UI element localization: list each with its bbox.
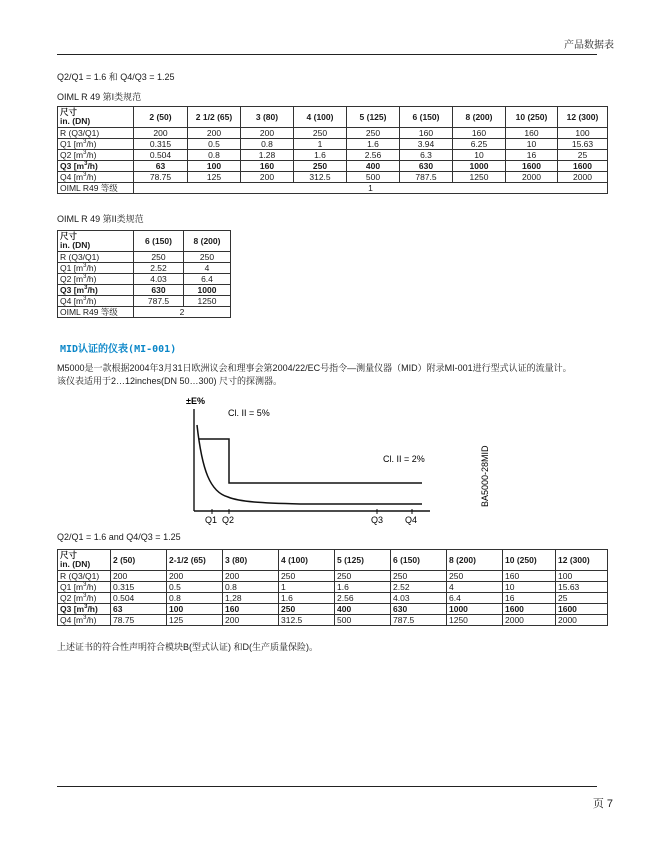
table-header-row <box>58 550 608 571</box>
class1-title: OIML R 49 第I类规范 <box>57 92 142 102</box>
column-header: 10 (250) <box>506 107 558 128</box>
row-label: Q4 $[m^3/h)$ <box>58 296 134 307</box>
row-label: Q4 $[m^3/h)$ <box>58 172 134 183</box>
table-cell: 250 <box>347 128 400 139</box>
row-label: Q2 $[m^3/h)$ <box>58 274 134 285</box>
x-label-q2: Q2 <box>222 515 235 525</box>
ratio-line-1: Q2/Q1 = 1.6 和 Q4/Q3 = 1.25 <box>57 72 175 82</box>
table-cell: 250 <box>294 161 347 172</box>
table-cell: 25 <box>558 150 608 161</box>
table-cell: 10 <box>453 150 506 161</box>
table-cell: 1600 <box>506 161 558 172</box>
column-header: 2-1/2 (65) <box>167 550 223 571</box>
flow-limit-label: Cl. II = 2% <box>383 454 425 464</box>
ratio-line-2: Q2/Q1 = 1.6 and Q4/Q3 = 1.25 <box>57 532 181 542</box>
column-header: 5 (125) <box>347 107 400 128</box>
table-cell: 1.28 <box>241 150 294 161</box>
table-cell: 1.6 <box>279 593 335 604</box>
table-cell: 312.5 <box>294 172 347 183</box>
table-cell: 400 <box>335 604 391 615</box>
table-cell: 10 <box>506 139 558 150</box>
table-cell: 200 <box>188 128 241 139</box>
table-cell: 250 <box>447 571 503 582</box>
table-cell: 100 <box>188 161 241 172</box>
table-cell: 1250 <box>453 172 506 183</box>
table-cell: 200 <box>241 128 294 139</box>
table-cell: 0.8 <box>223 582 279 593</box>
row-label: R (Q3/Q1) <box>58 252 134 263</box>
table-cell: 1000 <box>453 161 506 172</box>
column-header: 6 (150) <box>391 550 447 571</box>
table-cell: 2000 <box>506 172 558 183</box>
table-cell: 100 <box>167 604 223 615</box>
table-cell: 6.3 <box>400 150 453 161</box>
error-curve <box>197 425 422 504</box>
document-header-title: 产品数据表 <box>564 40 614 51</box>
table-cell: 0.8 <box>188 150 241 161</box>
table-cell: 160 <box>503 571 556 582</box>
row-label: Q1 $[m^3/h)$ <box>58 582 111 593</box>
table-cell: 500 <box>335 615 391 626</box>
table-cell: 2000 <box>556 615 608 626</box>
table-cell: 15.63 <box>558 139 608 150</box>
figure-id: BA5000-28MID <box>480 445 490 507</box>
size-header: 尺寸 in. (DN) <box>58 107 134 128</box>
table-cell: 100 <box>558 128 608 139</box>
row-label: Q4 $[m^3/h)$ <box>58 615 111 626</box>
oiml-class-value: 2 <box>134 307 231 318</box>
table-cell: 2.56 <box>335 593 391 604</box>
table-cell: 2000 <box>558 172 608 183</box>
size-header: 尺寸 in. (DN) <box>58 550 111 571</box>
column-header: 12 (300) <box>558 107 608 128</box>
table-cell: 312.5 <box>279 615 335 626</box>
table-cell: 0.8 <box>241 139 294 150</box>
table-cell: 200 <box>111 571 167 582</box>
table-cell: 200 <box>134 128 188 139</box>
table-cell: 1000 <box>447 604 503 615</box>
table-cell: 78.75 <box>111 615 167 626</box>
table-cell: 0.5 <box>188 139 241 150</box>
table-cell: 0.8 <box>167 593 223 604</box>
class2-title: OIML R 49 第II类规范 <box>57 214 144 224</box>
column-header: 4 (100) <box>294 107 347 128</box>
table-cell: 250 <box>294 128 347 139</box>
table-cell: 160 <box>506 128 558 139</box>
table-cell: 2.56 <box>347 150 400 161</box>
table-cell: 125 <box>167 615 223 626</box>
table-cell: 2.52 <box>134 263 184 274</box>
table-cell: 6.4 <box>447 593 503 604</box>
table-cell: 78.75 <box>134 172 188 183</box>
table-row <box>58 571 608 582</box>
y-axis-label: ±E% <box>186 396 205 406</box>
mid-flow-table <box>57 549 608 626</box>
table-cell: 25 <box>556 593 608 604</box>
table-row <box>58 593 608 604</box>
table-cell: 6.4 <box>184 274 231 285</box>
row-label: Q2 $[m^3/h)$ <box>58 150 134 161</box>
table-cell: 1.6 <box>347 139 400 150</box>
table-cell: 1600 <box>556 604 608 615</box>
mid-section-title: MID认证的仪表(MI-001) <box>60 344 177 355</box>
table-cell: 787.5 <box>134 296 184 307</box>
table-cell: 200 <box>223 615 279 626</box>
table-cell: 1.6 <box>294 150 347 161</box>
table-cell: 6.25 <box>453 139 506 150</box>
column-header: 5 (125) <box>335 550 391 571</box>
column-header: 2 (50) <box>111 550 167 571</box>
table-cell: 2.52 <box>391 582 447 593</box>
table-cell: 0.504 <box>134 150 188 161</box>
table-cell: 63 <box>111 604 167 615</box>
table-cell: 630 <box>400 161 453 172</box>
table-cell: 200 <box>167 571 223 582</box>
table-cell: 400 <box>347 161 400 172</box>
table-cell: 200 <box>223 571 279 582</box>
table-cell: 63 <box>134 161 188 172</box>
table-cell: 1600 <box>503 604 556 615</box>
column-header: 8 (200) <box>184 231 231 252</box>
column-header: 10 (250) <box>503 550 556 571</box>
table-cell: 160 <box>400 128 453 139</box>
table-cell: 500 <box>347 172 400 183</box>
table-cell: 1,28 <box>223 593 279 604</box>
row-label: Q1 $[m^3/h)$ <box>58 263 134 274</box>
table-cell: 250 <box>134 252 184 263</box>
column-header: 2 1/2 (65) <box>188 107 241 128</box>
column-header: 12 (300) <box>556 550 608 571</box>
row-label: Q2 $[m^3/h)$ <box>58 593 111 604</box>
table-cell: 3.94 <box>400 139 453 150</box>
table-cell: 1250 <box>447 615 503 626</box>
table-cell: 0.315 <box>111 582 167 593</box>
table-cell: 1 <box>279 582 335 593</box>
table-cell: 4 <box>184 263 231 274</box>
table-cell: 787.5 <box>391 615 447 626</box>
table-row <box>58 604 608 615</box>
table-cell: 4.03 <box>134 274 184 285</box>
table-cell: 630 <box>391 604 447 615</box>
column-header: 6 (150) <box>400 107 453 128</box>
column-header: 4 (100) <box>279 550 335 571</box>
class-limit-label: Cl. II = 5% <box>228 408 270 418</box>
table-cell: 250 <box>279 604 335 615</box>
table-cell: 1250 <box>184 296 231 307</box>
x-label-q4: Q4 <box>405 515 418 525</box>
column-header: 6 (150) <box>134 231 184 252</box>
table-cell: 250 <box>184 252 231 263</box>
table-cell: 160 <box>223 604 279 615</box>
mid-description-2: 该仪表适用于2…12inches(DN 50…300) 尺寸的探测器。 <box>57 376 283 386</box>
table-cell: 15.63 <box>556 582 608 593</box>
table-cell: 0.315 <box>134 139 188 150</box>
table-cell: 1600 <box>558 161 608 172</box>
table-cell: 160 <box>453 128 506 139</box>
row-label: Q1 $[m^3/h)$ <box>58 139 134 150</box>
row-label: R (Q3/Q1) <box>58 571 111 582</box>
row-label: R (Q3/Q1) <box>58 128 134 139</box>
table-cell: 630 <box>134 285 184 296</box>
table-cell: 787.5 <box>400 172 453 183</box>
row-label: Q3 $[m^3/h)$ <box>58 604 111 615</box>
footer-rule <box>57 786 597 787</box>
table-cell: 16 <box>503 593 556 604</box>
mid-description-1: M5000是一款根据2004年3月31日欧洲议会和理事会第2004/22/EC号指令—测量仪器（MID）附录MI-001进行型式认证的流量计。 <box>57 363 572 373</box>
column-header: 8 (200) <box>453 107 506 128</box>
table-cell: 4 <box>447 582 503 593</box>
row-label: OIML R49 等级 <box>58 183 134 194</box>
table-cell: 200 <box>241 172 294 183</box>
certificate-note: 上述证书的符合性声明符合模块B(型式认证) 和D(生产质量保险)。 <box>57 642 318 652</box>
size-header: 尺寸 in. (DN) <box>58 231 134 252</box>
table-cell: 100 <box>556 571 608 582</box>
table-row <box>58 582 608 593</box>
table-cell: 1000 <box>184 285 231 296</box>
table-cell: 2000 <box>503 615 556 626</box>
page-number: 页 7 <box>592 798 613 810</box>
column-header: 8 (200) <box>447 550 503 571</box>
table-cell: 0.504 <box>111 593 167 604</box>
column-header: 3 (80) <box>223 550 279 571</box>
oiml-class-value: 1 <box>134 183 608 194</box>
table-row <box>58 615 608 626</box>
row-label: Q3 $[m^3/h)$ <box>58 161 134 172</box>
table-cell: 160 <box>241 161 294 172</box>
table-cell: 250 <box>335 571 391 582</box>
row-label: Q3 $[m^3/h)$ <box>58 285 134 296</box>
table-cell: 10 <box>503 582 556 593</box>
column-header: 2 (50) <box>134 107 188 128</box>
table-cell: 125 <box>188 172 241 183</box>
x-label-q3: Q3 <box>371 515 384 525</box>
row-label: OIML R49 等级 <box>58 307 134 318</box>
table-cell: 4.03 <box>391 593 447 604</box>
table-cell: 16 <box>506 150 558 161</box>
table-cell: 1 <box>294 139 347 150</box>
table-cell: 0.5 <box>167 582 223 593</box>
table-cell: 1.6 <box>335 582 391 593</box>
x-label-q1: Q1 <box>205 515 218 525</box>
table-cell: 250 <box>391 571 447 582</box>
table-cell: 250 <box>279 571 335 582</box>
column-header: 3 (80) <box>241 107 294 128</box>
